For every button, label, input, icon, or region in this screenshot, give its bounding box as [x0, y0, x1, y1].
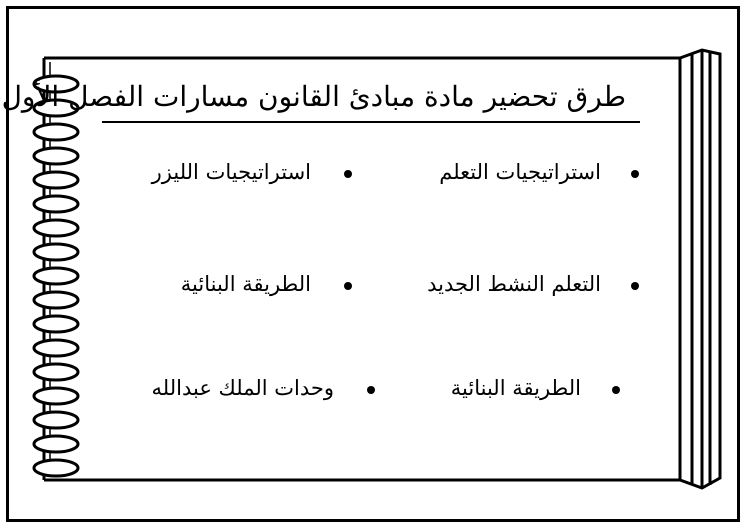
list-item: وحدات الملك عبدالله [151, 376, 334, 400]
spiral-ring [34, 172, 78, 188]
page-title: طرق تحضير مادة مبادئ القانون مسارات الفصل الأول [1, 80, 626, 113]
bullet-marker [631, 170, 639, 178]
bullet-marker [344, 170, 352, 178]
spiral-ring [34, 244, 78, 260]
spiral-binding [34, 76, 78, 476]
spiral-ring [34, 292, 78, 308]
list-item: استراتيجيات الليزر [151, 160, 311, 184]
spiral-ring [34, 316, 78, 332]
notebook-page-stack [1, 50, 720, 488]
spiral-ring [34, 340, 78, 356]
spiral-ring [34, 388, 78, 404]
list-item: الطريقة البنائية [180, 272, 311, 296]
spiral-ring [34, 364, 78, 380]
spiral-ring [34, 196, 78, 212]
spiral-ring [34, 412, 78, 428]
bullet-marker [631, 282, 639, 290]
spiral-ring [34, 268, 78, 284]
spiral-ring [34, 460, 78, 476]
bullet-marker [612, 386, 620, 394]
bullet-marker [367, 386, 375, 394]
spiral-ring [34, 436, 78, 452]
bullet-marker [344, 282, 352, 290]
list-item: الطريقة البنائية [450, 376, 581, 400]
spiral-ring [34, 148, 78, 164]
list-item: استراتيجيات التعلم [439, 160, 601, 184]
list-item: التعلم النشط الجديد [427, 272, 601, 296]
spiral-ring [34, 220, 78, 236]
spiral-ring [34, 124, 78, 140]
